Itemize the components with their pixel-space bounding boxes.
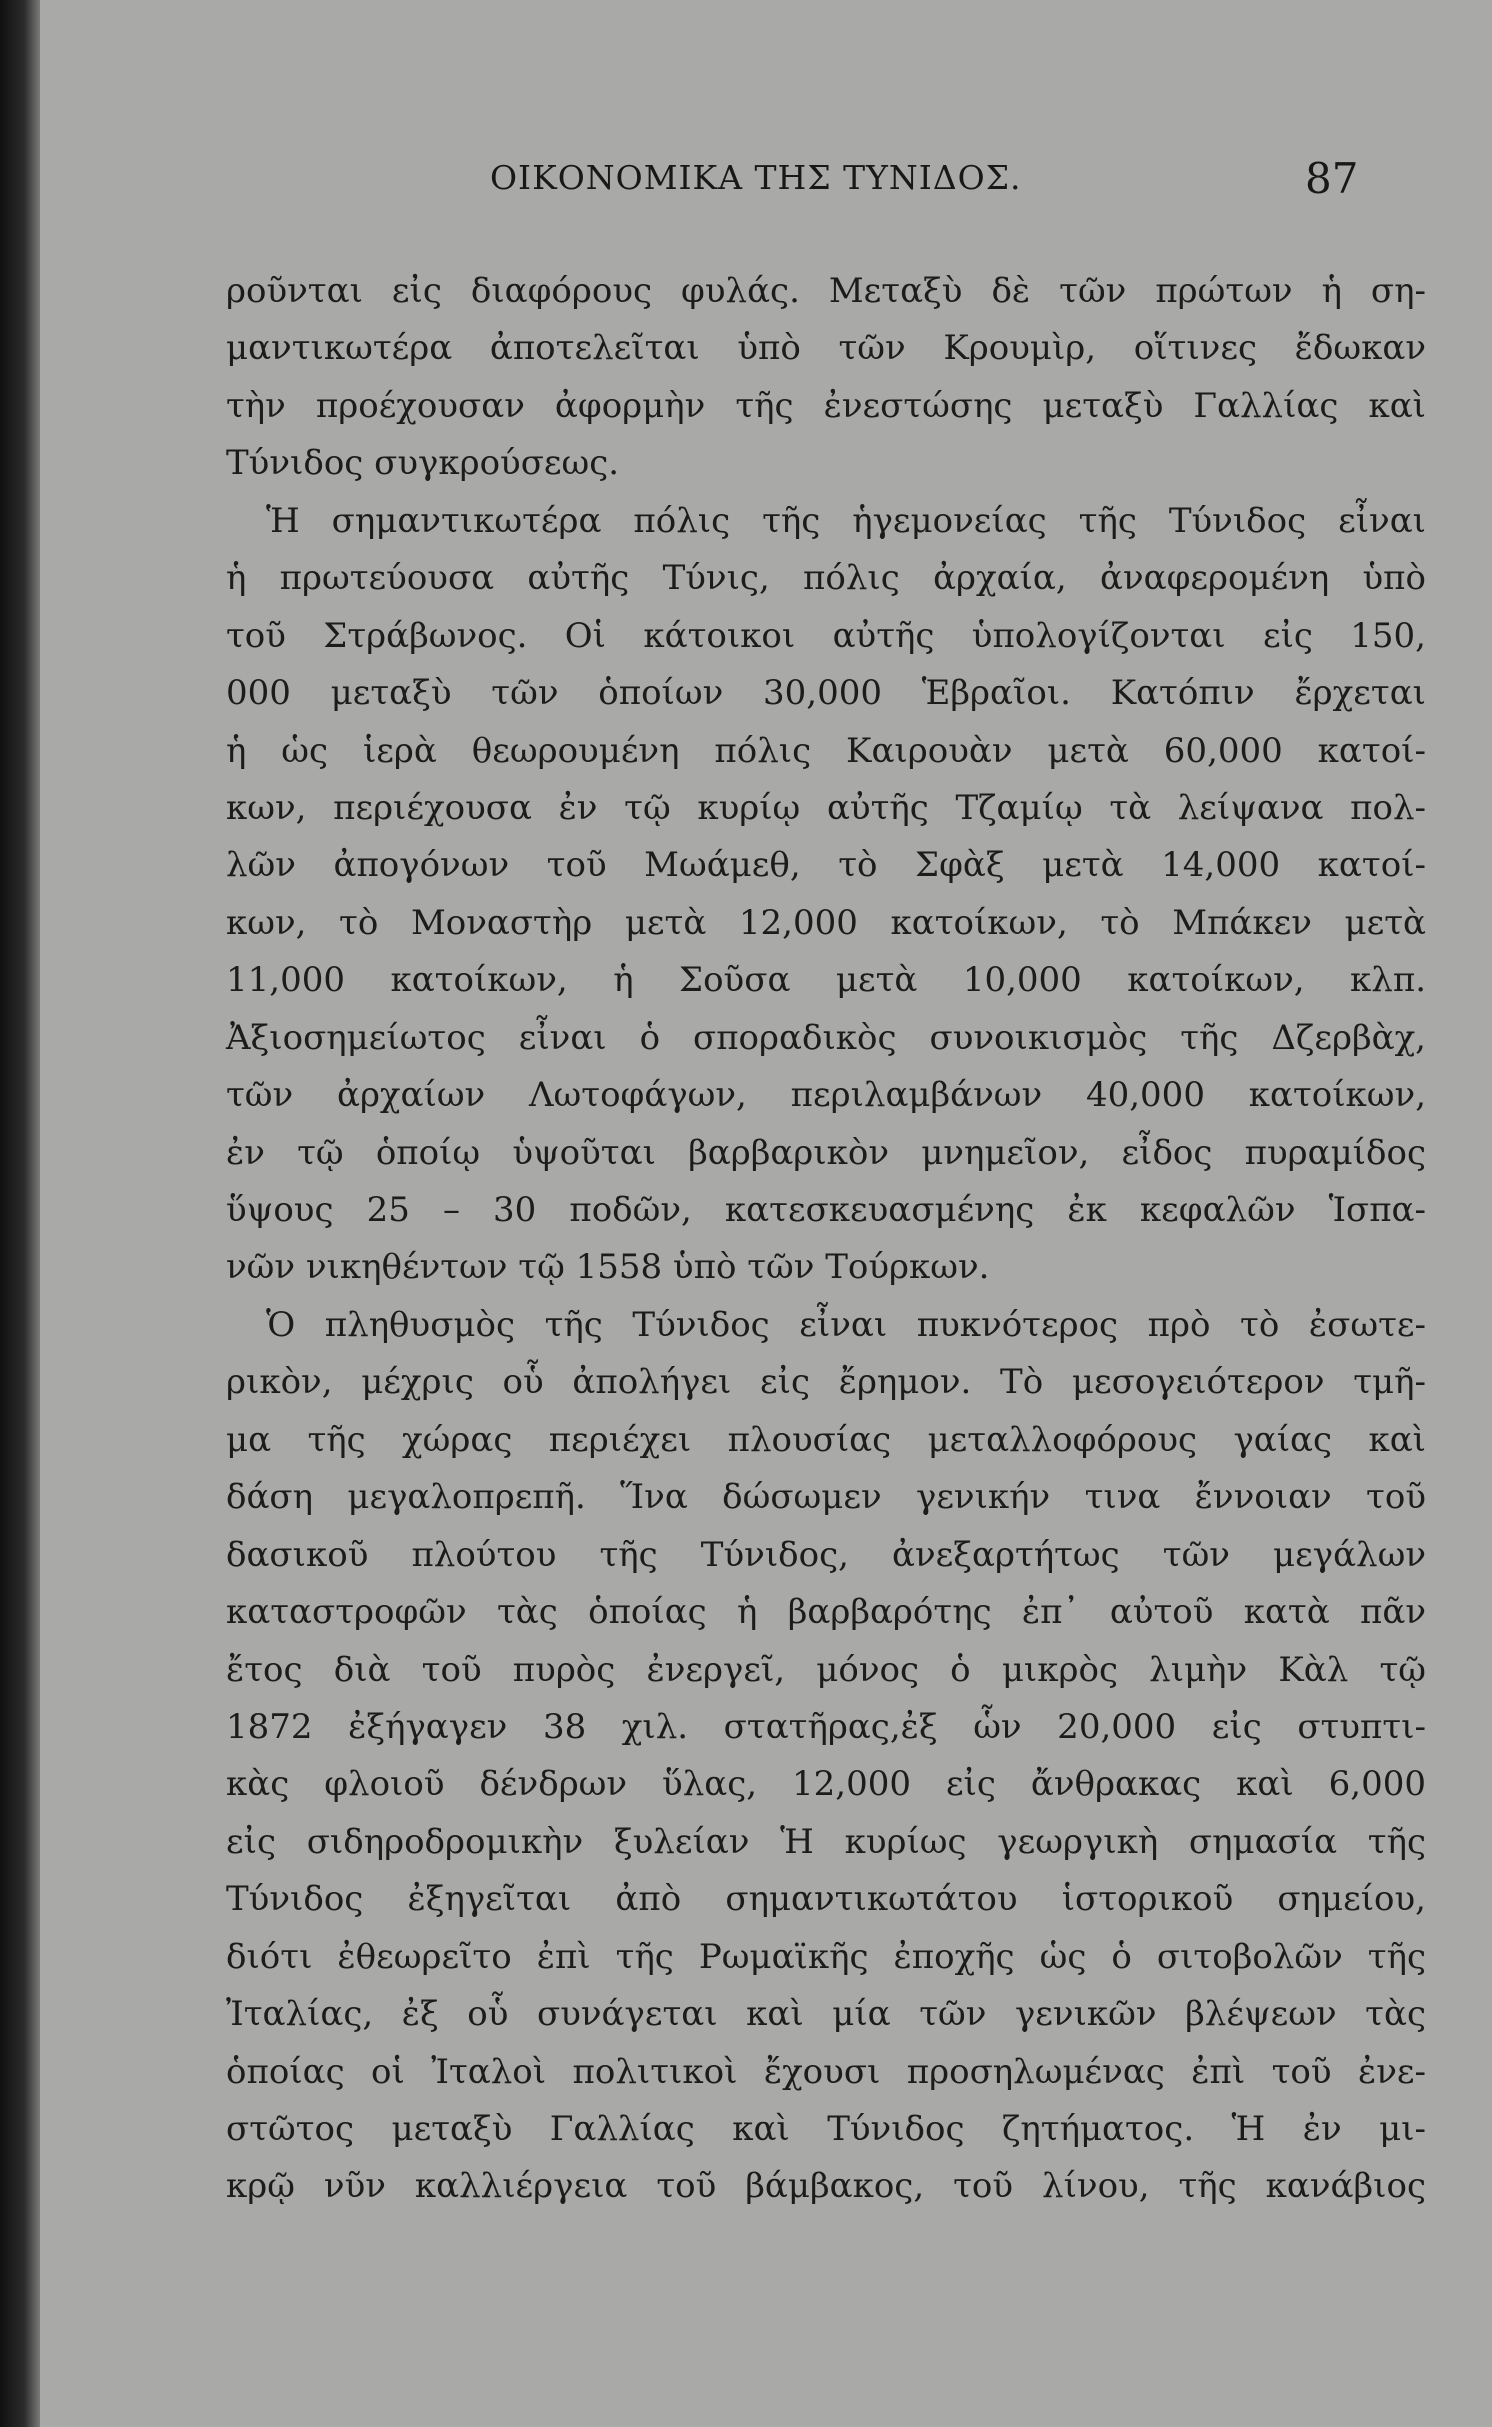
text-line: ἡ πρωτεύουσα αὐτῆς Τύνις, πόλις ἀρχαία, ἀναφερομένη ὑπὸ — [226, 558, 1426, 599]
page-number: 87 — [1305, 154, 1359, 203]
text-line: μαντικωτέρα ἀποτελεῖται ὑπὸ τῶν Κρουμὶρ, οἵτινες ἔδωκαν — [226, 328, 1426, 369]
text-line: δασικοῦ πλούτου τῆς Τύνιδος, ἀνεξαρτήτως τῶν μεγάλων — [226, 1534, 1426, 1575]
text-line: τῶν ἀρχαίων Λωτοφάγων, περιλαμβάνων 40,000 κατοίκων, — [226, 1075, 1426, 1116]
text-line: 000 μεταξὺ τῶν ὁποίων 30,000 Ἑβραῖοι. Κατόπιν ἔρχεται — [226, 673, 1426, 714]
text-line: κὰς φλοιοῦ δένδρων ὕλας, 12,000 εἰς ἄνθρακας καὶ 6,000 — [226, 1764, 1426, 1805]
text-line: ἐν τῷ ὁποίῳ ὑψοῦται βαρβαρικὸν μνημεῖον, εἶδος πυραμίδος — [226, 1132, 1426, 1173]
text-line: δάση μεγαλοπρεπῆ. Ἵνα δώσωμεν γενικήν τινα ἔννοιαν τοῦ — [226, 1477, 1426, 1518]
text-line: ρικὸν, μέχρις οὗ ἀπολήγει εἰς ἔρημον. Τὸ μεσογειότερον τμῆ- — [226, 1362, 1426, 1403]
text-line: κων, τὸ Μοναστὴρ μετὰ 12,000 κατοίκων, τὸ Μπάκεν μετὰ — [226, 902, 1426, 943]
text-line: ὁποίας οἱ Ἰταλοὶ πολιτικοὶ ἔχουσι προσηλωμένας ἐπὶ τοῦ ἐνε- — [226, 2051, 1426, 2092]
text-line: διότι ἐθεωρεῖτο ἐπὶ τῆς Ρωμαϊκῆς ἐποχῆς ὡς ὁ σιτοβολῶν τῆς — [226, 1936, 1426, 1977]
text-line: Τύνιδος ἐξηγεῖται ἀπὸ σημαντικωτάτου ἱστορικοῦ σημείου, — [226, 1879, 1426, 1920]
book-page — [40, 0, 1492, 2427]
text-line: ἔτος διὰ τοῦ πυρὸς ἐνεργεῖ, μόνος ὁ μικρὸς λιμὴν Κὰλ τῷ — [226, 1649, 1426, 1690]
body-text — [226, 263, 1426, 2216]
text-line: 11,000 κατοίκων, ἡ Σοῦσα μετὰ 10,000 κατοίκων, κλπ. — [226, 960, 1426, 1001]
text-line: 1872 ἐξήγαγεν 38 χιλ. στατῆρας,ἐξ ὧν 20,000 εἰς στυπτι- — [226, 1706, 1426, 1747]
text-line: ὕψους 25 – 30 ποδῶν, κατεσκευασμένης ἐκ κεφαλῶν Ἱσπα- — [226, 1190, 1426, 1230]
text-line: ἡ ὡς ἱερὰ θεωρουμένη πόλις Καιρουὰν μετὰ 60,000 κατοί- — [226, 730, 1426, 771]
running-head: ΟΙΚΟΝΟΜΙΚΑ ΤΗΣ ΤΥΝΙΔΟΣ. — [490, 158, 1022, 197]
text-line: λῶν ἀπογόνων τοῦ Μωάμεθ, τὸ Σφὰξ μετὰ 14,000 κατοί- — [226, 845, 1426, 886]
text-line: κρῷ νῦν καλλιέργεια τοῦ βάμβακος, τοῦ λίνου, τῆς κανάβιος — [226, 2166, 1426, 2207]
text-line: τοῦ Στράβωνος. Οἱ κάτοικοι αὐτῆς ὑπολογίζονται εἰς 150, — [226, 615, 1426, 656]
page-header — [40, 154, 1492, 208]
text-line: Ὁ πληθυσμὸς τῆς Τύνιδος εἶναι πυκνότερος πρὸ τὸ ἐσωτε- — [266, 1304, 1426, 1345]
text-line: εἰς σιδηροδρομικὴν ξυλείαν Ἡ κυρίως γεωργικὴ σημασία τῆς — [226, 1821, 1426, 1862]
text-line: ροῦνται εἰς διαφόρους φυλάς. Μεταξὺ δὲ τῶν πρώτων ἡ ση- — [226, 271, 1426, 311]
text-line: Τύνιδος συγκρούσεως. — [226, 443, 620, 484]
text-line: κων, περιέχουσα ἐν τῷ κυρίῳ αὐτῆς Τζαμίῳ τὰ λείψανα πολ- — [226, 787, 1426, 828]
text-line: Ἡ σημαντικωτέρα πόλις τῆς ἡγεμονείας τῆς Τύνιδος εἶναι — [266, 500, 1426, 541]
book-gutter-shadow — [0, 0, 40, 2427]
text-line: τὴν προέχουσαν ἀφορμὴν τῆς ἐνεστώσης μεταξὺ Γαλλίας καὶ — [226, 385, 1426, 426]
text-line: Ἀξιοσημείωτος εἶναι ὁ σποραδικὸς συνοικισμὸς τῆς Δζερβὰχ, — [226, 1017, 1426, 1058]
text-line: Ἰταλίας, ἐξ οὗ συνάγεται καὶ μία τῶν γενικῶν βλέψεων τὰς — [226, 1994, 1426, 2035]
text-line: στῶτος μεταξὺ Γαλλίας καὶ Τύνιδος ζητήματος. Ἡ ἐν μι- — [226, 2109, 1426, 2149]
text-line: νῶν νικηθέντων τῷ 1558 ὑπὸ τῶν Τούρκων. — [226, 1247, 990, 1288]
text-line: καταστροφῶν τὰς ὁποίας ἡ βαρβαρότης ἐπ᾽ αὐτοῦ κατὰ πᾶν — [226, 1592, 1426, 1633]
text-line: μα τῆς χώρας περιέχει πλουσίας μεταλλοφόρους γαίας καὶ — [226, 1419, 1426, 1460]
